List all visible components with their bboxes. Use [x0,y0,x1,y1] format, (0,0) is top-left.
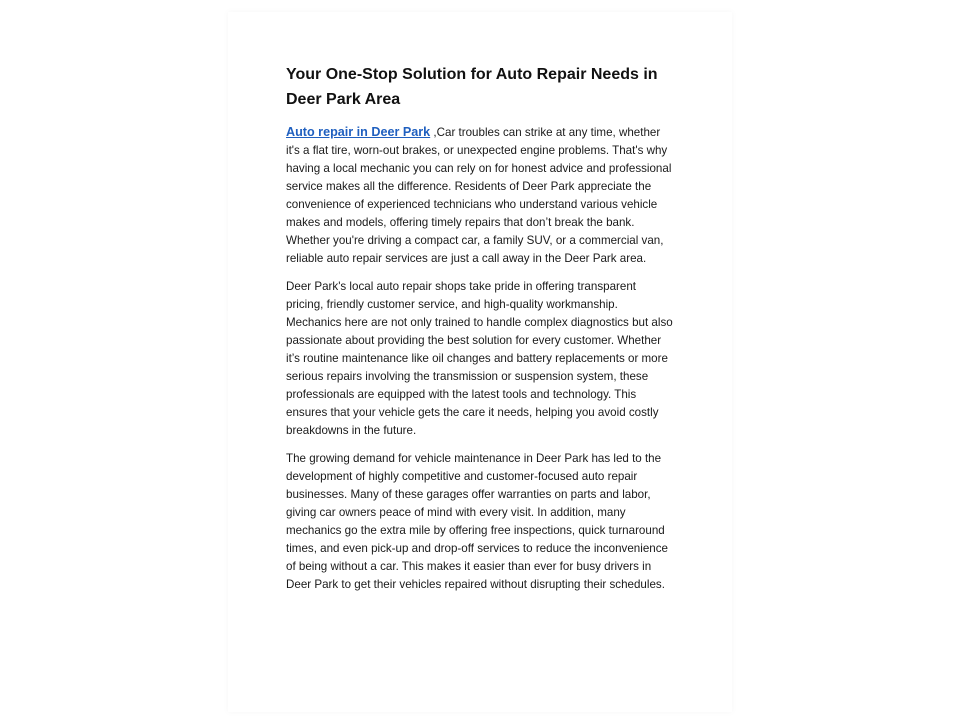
paragraph-intro [286,123,676,268]
paragraph-intro-text: ,Car troubles can strike at any time, whether it's a flat tire, worn-out brakes, or unexpected engine problems. That's why having a local mechanic you can rely on for honest advice and professional service makes all the difference. Residents of Deer Park appreciate the convenience of experienced technicians who understand various vehicle makes and models, offering timely repairs that don’t break the bank. Whether you're driving a compact car, a family SUV, or a commercial van, reliable auto repair services are just a call away in the Deer Park area. [286,126,672,265]
paragraph-local-shops: Deer Park's local auto repair shops take pride in offering transparent pricing, friendly customer service, and high-quality workmanship. Mechanics here are not only trained to handle complex diagnostics but also passionate about providing the best solution for every customer. Whether it’s routine maintenance like oil changes and battery replacements or more serious repairs involving the transmission or suspension system, these professionals are equipped with the latest tools and technology. This ensures that your vehicle gets the care it needs, helping you avoid costly breakdowns in the future. [286,280,673,437]
page-content [286,62,676,604]
document-title: Your One-Stop Solution for Auto Repair Needs in Deer Park Area [286,66,658,108]
auto-repair-link[interactable]: Auto repair in Deer Park [286,125,431,139]
document-page [228,12,732,712]
paragraph-growing-demand: The growing demand for vehicle maintenance in Deer Park has led to the development of highly competitive and customer-focused auto repair businesses. Many of these garages offer warranties on parts and labor, giving car owners peace of mind with every visit. In addition, many mechanics go the extra mile by offering free inspections, quick turnaround times, and even pick-up and drop-off services to reduce the inconvenience of being without a car. This makes it easier than ever for busy drivers in Deer Park to get their vehicles repaired without disrupting their schedules. [286,452,668,591]
